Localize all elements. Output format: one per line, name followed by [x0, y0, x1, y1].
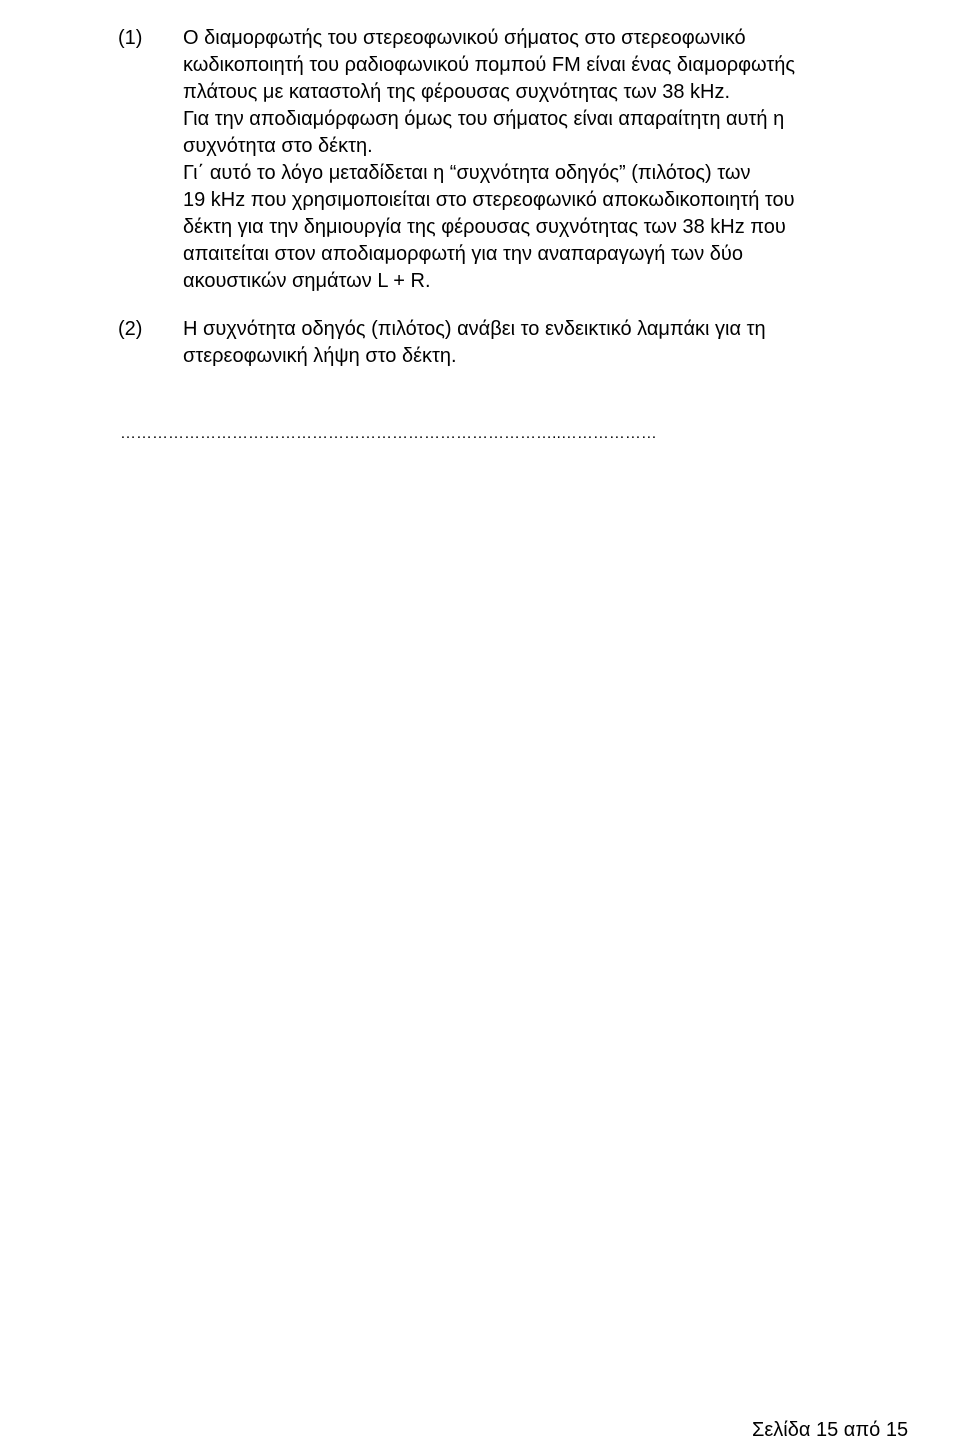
text-line: δέκτη για την δημιουργία της φέρουσας συχνότητας των 38 kHz που	[183, 216, 786, 238]
text-line: Για την αποδιαμόρφωση όμως του σήματος είναι απαραίτητη αυτή η	[183, 108, 785, 130]
item-body	[183, 316, 943, 370]
text-line: Η συχνότητα οδηγός (πιλότος) ανάβει το ενδεικτικό λαμπάκι για τη	[183, 318, 766, 340]
text-line: Γι΄ αυτό το λόγο μεταδίδεται η “συχνότητα οδηγός” (πιλότος) των	[183, 162, 751, 184]
text-line: 19 kHz που χρησιμοποιείται στο στερεοφωνικό αποκωδικοποιητή του	[183, 189, 795, 211]
text-line: κωδικοποιητή του ραδιοφωνικού πομπού FM είναι ένας διαμορφωτής	[183, 54, 796, 76]
page-number-footer: Σελίδα 15 από 15	[752, 1419, 909, 1441]
item-body	[183, 25, 943, 295]
text-line: συχνότητα στο δέκτη.	[183, 135, 373, 157]
text-line: ακουστικών σημάτων L + R.	[183, 270, 431, 292]
text-line: πλάτους με καταστολή της φέρουσας συχνότητας των 38 kHz.	[183, 81, 731, 103]
item-number: (1)	[118, 27, 143, 49]
text-line: απαιτείται στον αποδιαμορφωτή για την αναπαραγωγή των δύο	[183, 243, 743, 265]
text-line: Ο διαμορφωτής του στερεοφωνικού σήματος στο στερεοφωνικό	[183, 27, 746, 49]
dotted-separator: ………………………………………………………………………..………………	[120, 425, 657, 442]
text-line: στερεοφωνική λήψη στο δέκτη.	[183, 345, 457, 367]
item-number: (2)	[118, 318, 143, 340]
